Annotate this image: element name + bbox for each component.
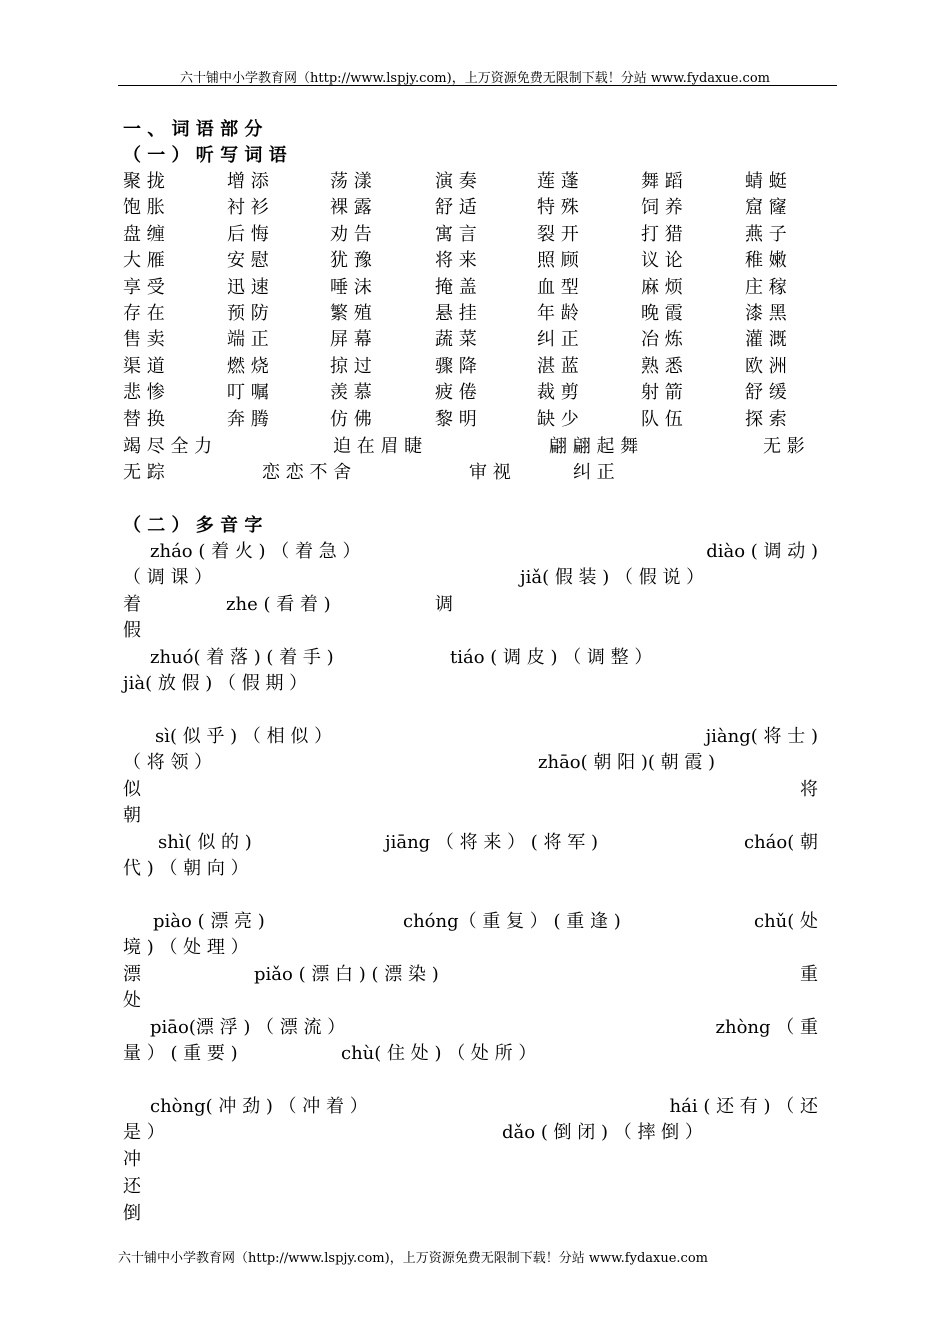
- word-item: 寓 言: [435, 223, 477, 245]
- word-item: 将 来: [435, 250, 477, 272]
- poly-line: [123, 990, 818, 1012]
- word-item: 骤 降: [435, 355, 477, 377]
- word-item: 盘 缠: [123, 223, 165, 245]
- poly-entry: piǎo ( 漂 白 ) ( 漂 染 ): [254, 964, 439, 985]
- poly-entry: chòng( 冲 劲 ) （ 冲 着 ）: [150, 1096, 368, 1117]
- word-item: 掠 过: [330, 355, 372, 377]
- word-item: 售 卖: [123, 329, 165, 351]
- word-row: [123, 329, 818, 351]
- word-item: 纠 正: [537, 329, 579, 351]
- word-item: 享 受: [123, 276, 165, 298]
- word-row: [123, 277, 818, 299]
- word-item: 奔 腾: [227, 408, 269, 430]
- word-item: 湛 蓝: [537, 355, 579, 377]
- poly-line: [123, 937, 818, 959]
- word-item: 打 猎: [641, 223, 683, 245]
- poly-entry: zhe ( 看 着 ): [226, 594, 331, 615]
- word-item: 饲 养: [641, 197, 683, 219]
- poly-line: [123, 567, 818, 589]
- idiom-item: 迫 在 眉 睫: [333, 436, 423, 457]
- idiom-item: 审 视: [469, 462, 511, 483]
- poly-entry: zhuó( 着 落 ) ( 着 手 ): [150, 647, 334, 668]
- idiom-item: 恋 恋 不 舍: [262, 462, 352, 483]
- poly-line: [123, 858, 818, 880]
- idiom-row-2: [123, 462, 818, 484]
- poly-line: [123, 779, 818, 801]
- poly-line: [123, 1149, 818, 1171]
- word-item: 莲 蓬: [537, 171, 579, 192]
- poly-entry: zháo ( 着 火 ) （ 着 急 ）: [150, 541, 361, 562]
- word-item: 裁 剪: [537, 382, 579, 404]
- word-item: 年 龄: [537, 303, 579, 324]
- poly-line: [123, 673, 818, 695]
- word-row: [123, 382, 818, 404]
- poly-entry: chǔ( 处: [753, 911, 818, 932]
- word-item: 安 慰: [227, 250, 269, 272]
- poly-line: [123, 752, 818, 774]
- word-item: 舞 蹈: [641, 171, 683, 192]
- word-item: 叮 嘱: [227, 382, 269, 404]
- subsection-dictation-title: [123, 145, 818, 167]
- word-item: 渠 道: [123, 355, 165, 377]
- poly-line: [123, 1043, 818, 1065]
- word-item: 唾 沫: [330, 276, 372, 298]
- word-item: 熟 悉: [641, 355, 683, 377]
- idiom-item: 竭 尽 全 力: [123, 436, 213, 457]
- word-item: 蔬 菜: [435, 329, 477, 351]
- poly-line: [123, 1096, 818, 1118]
- poly-entry: 冲: [123, 1149, 141, 1170]
- word-item: 疲 倦: [435, 382, 477, 404]
- poly-entry: 还: [123, 1176, 141, 1197]
- section-title: [123, 119, 818, 141]
- word-item: 荡 漾: [330, 171, 372, 192]
- word-item: 屏 幕: [330, 329, 372, 351]
- poly-entry: jià( 放 假 ) （ 假 期 ）: [123, 673, 308, 694]
- word-item: 灌 溉: [745, 329, 787, 351]
- word-item: 羡 慕: [330, 382, 372, 404]
- poly-entry: diào ( 调 动 ): [706, 541, 818, 562]
- section-title-text: 一 、 词 语 部 分: [123, 119, 263, 140]
- word-item: 增 添: [227, 171, 269, 192]
- subsection-polyphone-title: [123, 515, 818, 537]
- word-item: 特 殊: [537, 197, 579, 219]
- word-item: 裸 露: [330, 197, 372, 219]
- poly-entry: cháo( 朝: [744, 832, 818, 853]
- word-item: 窟 窿: [745, 197, 787, 219]
- poly-entry: sì( 似 乎 ) （ 相 似 ）: [155, 726, 333, 747]
- word-item: 后 悔: [227, 223, 269, 245]
- poly-entry: 境 ) （ 处 理 ）: [123, 937, 249, 958]
- subsection-dictation-text: （ 一 ） 听 写 词 语: [123, 145, 287, 166]
- idiom-item: 无 踪: [123, 462, 165, 483]
- poly-line: [123, 620, 818, 642]
- word-item: 端 正: [227, 329, 269, 351]
- word-item: 饱 胀: [123, 197, 165, 219]
- word-item: 缺 少: [537, 408, 579, 430]
- idiom-item: 纠 正: [573, 462, 615, 483]
- word-item: 替 换: [123, 408, 165, 430]
- poly-entry: chóng（ 重 复 ） ( 重 逢 ): [403, 911, 621, 932]
- poly-entry: chù( 住 处 ) （ 处 所 ）: [341, 1043, 537, 1064]
- poly-line: [123, 1017, 818, 1039]
- poly-entry: 朝: [123, 805, 141, 826]
- poly-line: [123, 805, 818, 827]
- page-footer: 六十铺中小学教育网（http://www.lspjy.com)，上万资源免费无限制下载！分站 www.fydaxue.com: [118, 1251, 708, 1266]
- subsection-polyphone-text: （ 二 ） 多 音 字: [123, 515, 263, 536]
- poly-entry: （ 将 领 ）: [123, 752, 213, 773]
- word-row: [123, 409, 818, 431]
- word-row: [123, 171, 818, 193]
- poly-entry: 量 ） ( 重 要 ): [123, 1043, 238, 1064]
- poly-entry: 将: [800, 779, 818, 800]
- word-item: 裂 开: [537, 223, 579, 245]
- word-item: 庄 稼: [745, 276, 787, 298]
- poly-entry: 重: [800, 964, 818, 985]
- poly-entry: jiāng （ 将 来 ） ( 将 军 ): [385, 832, 599, 853]
- poly-entry: 漂: [123, 964, 141, 985]
- word-item: 存 在: [123, 303, 165, 324]
- word-item: 悬 挂: [435, 303, 477, 324]
- poly-entry: 是 ）: [123, 1122, 165, 1143]
- word-item: 晚 霞: [641, 303, 683, 324]
- word-item: 血 型: [537, 276, 579, 298]
- header-rule: [118, 85, 837, 86]
- word-item: 演 奏: [435, 171, 477, 192]
- word-item: 聚 拢: [123, 171, 165, 192]
- word-item: 蜻 蜓: [745, 171, 787, 192]
- poly-entry: jiǎ( 假 装 ) （ 假 说 ）: [520, 567, 705, 588]
- poly-entry: tiáo ( 调 皮 ) （ 调 整 ）: [450, 647, 653, 668]
- poly-entry: zhòng （ 重: [715, 1017, 818, 1038]
- poly-line: [123, 1176, 818, 1198]
- poly-entry: piào ( 漂 亮 ): [153, 911, 265, 932]
- word-item: 漆 黑: [745, 303, 787, 324]
- word-item: 大 雁: [123, 250, 165, 272]
- poly-entry: 假: [123, 620, 141, 641]
- word-item: 黎 明: [435, 408, 477, 430]
- word-row: [123, 197, 818, 219]
- poly-entry: 代 ) （ 朝 向 ）: [123, 858, 249, 879]
- word-item: 燕 子: [745, 223, 787, 245]
- poly-entry: zhāo( 朝 阳 )( 朝 霞 ): [538, 752, 716, 773]
- word-item: 繁 殖: [330, 303, 372, 324]
- word-item: 衬 衫: [227, 197, 269, 219]
- poly-entry: 着: [123, 594, 141, 615]
- word-item: 麻 烦: [641, 276, 683, 298]
- word-item: 舒 缓: [745, 382, 787, 404]
- page-header: 六十铺中小学教育网（http://www.lspjy.com)，上万资源免费无限制下载！分站 www.fydaxue.com: [180, 71, 770, 86]
- poly-entry: hái ( 还 有 ) （ 还: [669, 1096, 818, 1117]
- poly-entry: 调: [435, 594, 453, 615]
- word-item: 稚 嫩: [745, 250, 787, 272]
- word-item: 欧 洲: [745, 355, 787, 377]
- word-item: 冶 炼: [641, 329, 683, 351]
- poly-line: [123, 964, 818, 986]
- idiom-row-1: [123, 436, 818, 458]
- word-row: [123, 224, 818, 246]
- word-item: 迅 速: [227, 276, 269, 298]
- word-item: 悲 惨: [123, 382, 165, 404]
- word-item: 队 伍: [641, 408, 683, 430]
- poly-entry: piāo(漂 浮 ) （ 漂 流 ）: [150, 1017, 346, 1038]
- poly-entry: 倒: [123, 1203, 141, 1224]
- poly-entry: （ 调 课 ）: [123, 567, 213, 588]
- poly-line: [123, 726, 818, 748]
- word-item: 犹 豫: [330, 250, 372, 272]
- word-row: [123, 303, 818, 325]
- poly-entry: dǎo ( 倒 闭 ) （ 摔 倒 ）: [502, 1122, 703, 1143]
- word-item: 射 箭: [641, 382, 683, 404]
- word-item: 掩 盖: [435, 276, 477, 298]
- poly-entry: jiàng( 将 士 ): [705, 726, 818, 747]
- poly-line: [123, 594, 818, 616]
- word-row: [123, 250, 818, 272]
- idiom-item: 无 影: [763, 436, 805, 457]
- poly-entry: 似: [123, 779, 141, 800]
- word-item: 探 索: [745, 408, 787, 430]
- word-item: 议 论: [641, 250, 683, 272]
- word-item: 照 顾: [537, 250, 579, 272]
- word-item: 预 防: [227, 303, 269, 324]
- word-row: [123, 356, 818, 378]
- poly-entry: shì( 似 的 ): [158, 832, 252, 853]
- poly-line: [123, 1203, 818, 1225]
- poly-line: [123, 647, 818, 669]
- word-item: 劝 告: [330, 223, 372, 245]
- word-item: 舒 适: [435, 197, 477, 219]
- poly-line: [123, 1122, 818, 1144]
- poly-entry: 处: [123, 990, 141, 1011]
- poly-line: [123, 832, 818, 854]
- word-item: 仿 佛: [330, 408, 372, 430]
- idiom-item: 翩 翩 起 舞: [549, 436, 639, 457]
- poly-line: [123, 541, 818, 563]
- poly-line: [123, 911, 818, 933]
- word-item: 燃 烧: [227, 355, 269, 377]
